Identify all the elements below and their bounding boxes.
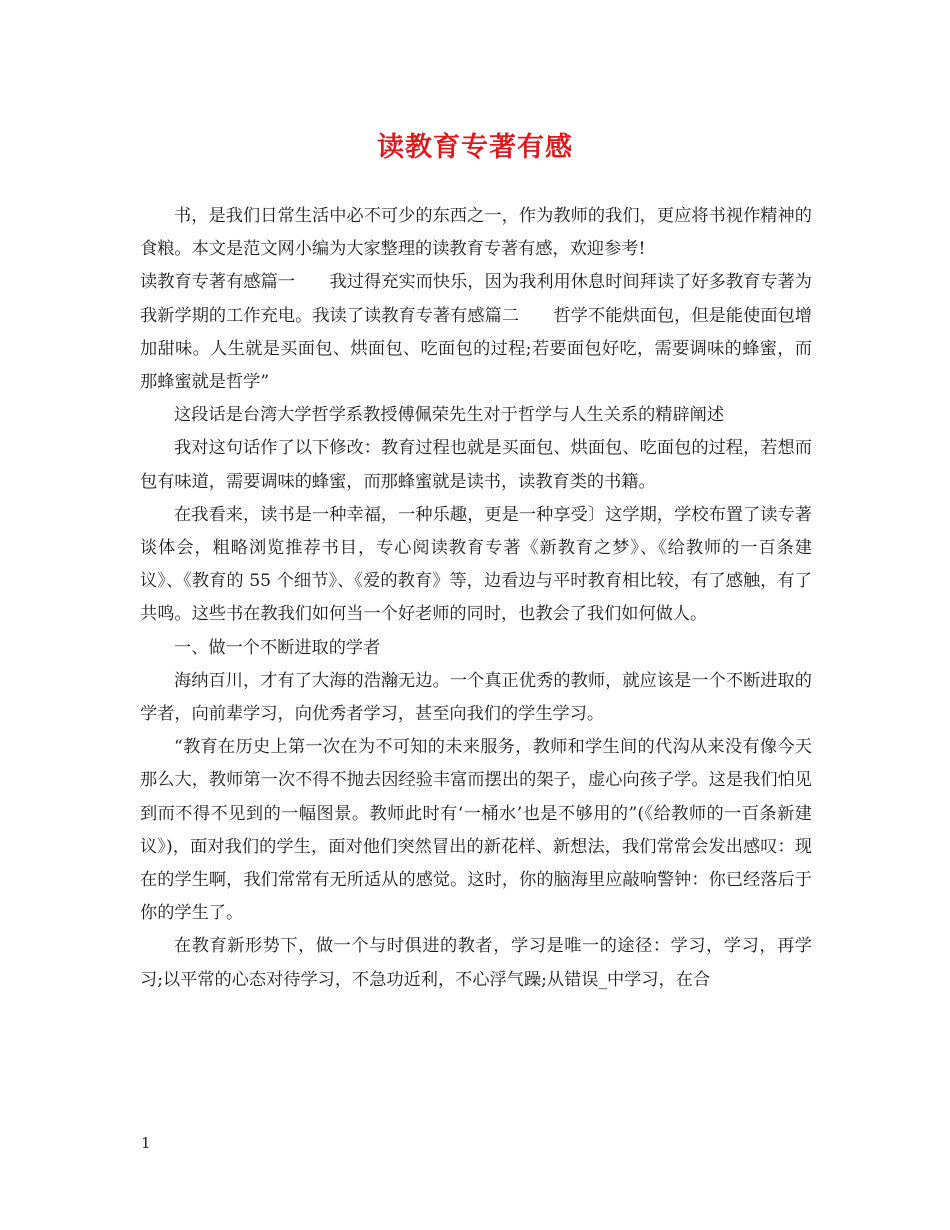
paragraph-quote-source: 这段话是台湾大学哲学系教授傅佩荣先生对于哲学与人生关系的精辟阐述 <box>174 405 725 426</box>
document-body <box>140 200 812 997</box>
paragraph-essay-one: 读教育专著有感篇一 我过得充实而快乐，因为我利用休息时间拜读了好多教育专著为我新学期的工作充电。我读了读教育专著有感篇二 哲学不能烘面包，但是能使面包增加甜味。人生就是买面包、烘面包、吃面包的过程;若要面包好吃，需要调味的蜂蜜，而那蜂蜜就是哲学” <box>140 272 812 393</box>
paragraph-intro: 书，是我们日常生活中必不可少的东西之一，作为教师的我们，更应将书视作精神的食粮。本文是范文网小编为大家整理的读教育专著有感，欢迎参考! <box>140 206 812 260</box>
page-number: 1 <box>141 1134 151 1152</box>
section-heading-learner: 一、做一个不断进取的学者 <box>174 637 381 658</box>
paragraph-reading-happiness: 在我看来，读书是一种幸福，一种乐趣，更是一种享受〕这学期，学校布置了读专著谈体会，粗略浏览推荐书目，专心阅读教育专著《新教育之梦》、《给教师的一百条建议》、《教育的 55 个细节》、《爱的教育》等，边看边与平时教育相比较，有了感触，有了共鸣。这些书在教我们如何当一个好老师的同时，也教会了我们如何做人。 <box>140 504 812 625</box>
paragraph-quote-education: “教育在历史上第一次在为不可知的未来服务，教师和学生间的代沟从来没有像今天那么大，教师第一次不得不抛去因经验丰富而摆出的架子，虚心向孩子学。这是我们怕见到而不得不见到的一幅图景。教师此时有‘一桶水’也是不够用的”(《给教师的一百条新建议》)，面对我们的学生，面对他们突然冒出的新花样、新想法，我们常常会发出感叹：现在的学生啊，我们常常有无所适从的感觉。这时，你的脑海里应敲响警钟：你已经落后于你的学生了。 <box>140 737 812 924</box>
paragraph-modification: 我对这句话作了以下修改：教育过程也就是买面包、烘面包、吃面包的过程，若想而包有味道，需要调味的蜂蜜，而那蜂蜜就是读书，读教育类的书籍。 <box>140 438 812 492</box>
paragraph-new-situation: 在教育新形势下，做一个与时俱进的教者，学习是唯一的途径：学习，学习，再学习;以平常的心态对待学习，不急功近利，不心浮气躁;从错误_中学习，在合 <box>140 936 812 990</box>
paragraph-learner: 海纳百川，才有了大海的浩瀚无边。一个真正优秀的教师，就应该是一个不断进取的学者，向前辈学习，向优秀者学习，甚至向我们的学生学习。 <box>140 670 812 725</box>
document-title: 读教育专著有感 <box>377 132 573 163</box>
